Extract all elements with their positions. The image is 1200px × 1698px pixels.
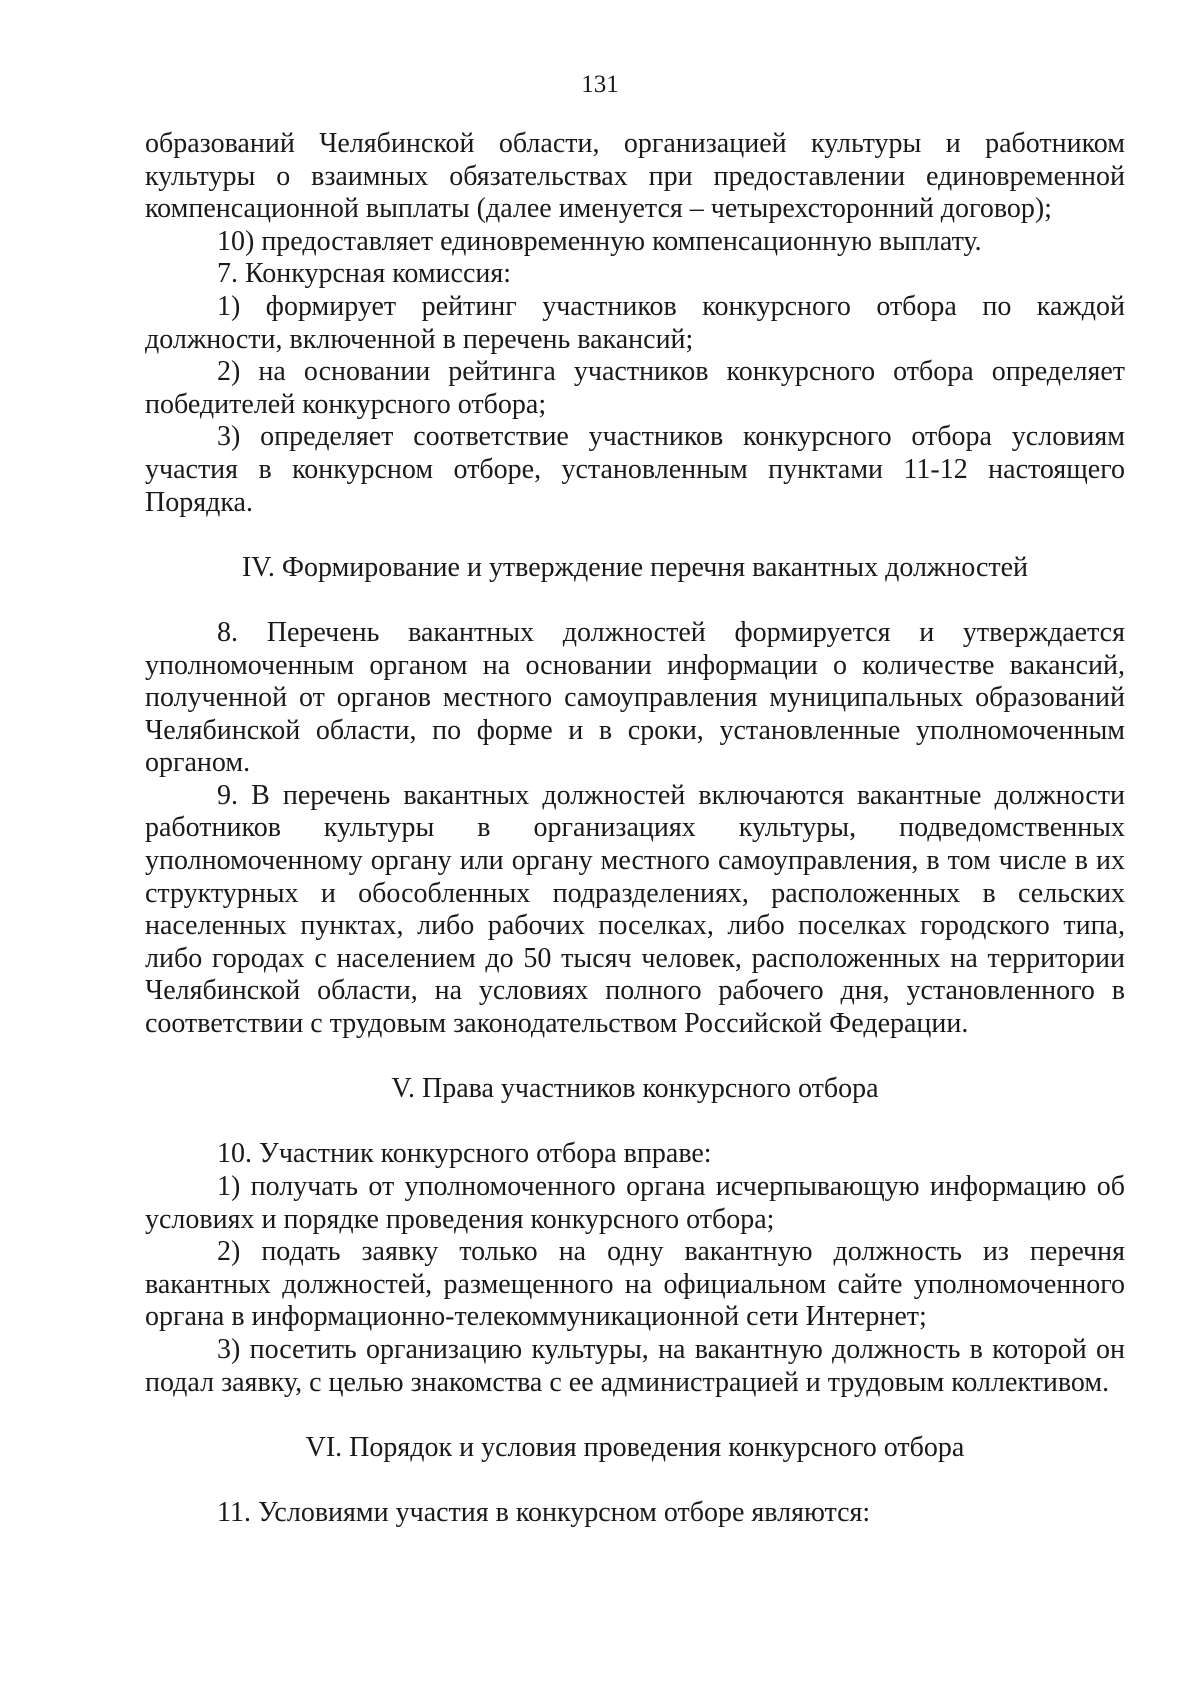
section-spacer (145, 584, 1125, 617)
section-heading: V. Права участников конкурсного отбора (391, 1073, 879, 1105)
section-spacer (145, 1106, 1125, 1139)
section-spacer (145, 1464, 1125, 1497)
section-heading: VI. Порядок и условия проведения конкурсного отбора (305, 1431, 965, 1463)
paragraph: 7. Конкурсная комиссия: (217, 258, 512, 290)
paragraph: образований Челябинской области, организацией культуры и работником культуры о взаимных обязательствах при предоставлении единовременной компенсационной выплаты (далее именуется – четырехсторонний договор); (145, 128, 1125, 225)
paragraph: 9. В перечень вакантных должностей включаются вакантные должности работников культуры в организациях культуры, подведомственных уполномоченному органу или органу местного самоуправления, в том числе в их структурных и обособленных подразделениях, расположенных в сельских населенных пунктах, либо рабочих поселках, либо поселках городского типа, либо городах с населением до 50 тысяч человек, расположенных на территории Челябинской области, на условиях полного рабочего дня, установленного в соответствии с трудовым законодательством Российской Федерации. (145, 779, 1125, 1040)
paragraph: 2) на основании рейтинга участников конкурсного отбора определяет победителей конкурсного отбора; (145, 356, 1125, 420)
document-body (145, 128, 1125, 1530)
paragraph: 10. Участник конкурсного отбора вправе: (217, 1138, 712, 1170)
paragraph: 3) посетить организацию культуры, на вакантную должность в которой он подал заявку, с целью знакомства с ее администрацией и трудовым коллективом. (145, 1333, 1125, 1398)
section-spacer (145, 519, 1125, 552)
paragraph: 2) подать заявку только на одну вакантную должность из перечня вакантных должностей, размещенного на официальном сайте уполномоченного органа в информационно-телекоммуникационной сети Интернет; (145, 1236, 1125, 1333)
paragraph: 1) получать от уполномоченного органа исчерпывающую информацию об условиях и порядке проведения конкурсного отбора; (145, 1171, 1125, 1235)
section-spacer (145, 1399, 1125, 1432)
paragraph: 10) предоставляет единовременную компенсационную выплату. (217, 225, 982, 257)
paragraph: 8. Перечень вакантных должностей формируется и утверждается уполномоченным органом на основании информации о количестве вакансий, полученной от органов местного самоуправления муниципальных образований Челябинской области, по форме и в сроки, установленные уполномоченным органом. (145, 616, 1125, 779)
paragraph: 3) определяет соответствие участников конкурсного отбора условиям участия в конкурсном отборе, установленным пунктами 11-12 настоящего Порядка. (145, 421, 1125, 518)
section-spacer (145, 1041, 1125, 1074)
section-heading: IV. Формирование и утверждение перечня вакантных должностей (241, 551, 1029, 583)
page-number: 131 (581, 71, 619, 98)
paragraph: 1) формирует рейтинг участников конкурсного отбора по каждой должности, включенной в перечень вакансий; (145, 290, 1125, 355)
paragraph: 11. Условиями участия в конкурсном отборе являются: (217, 1496, 871, 1528)
